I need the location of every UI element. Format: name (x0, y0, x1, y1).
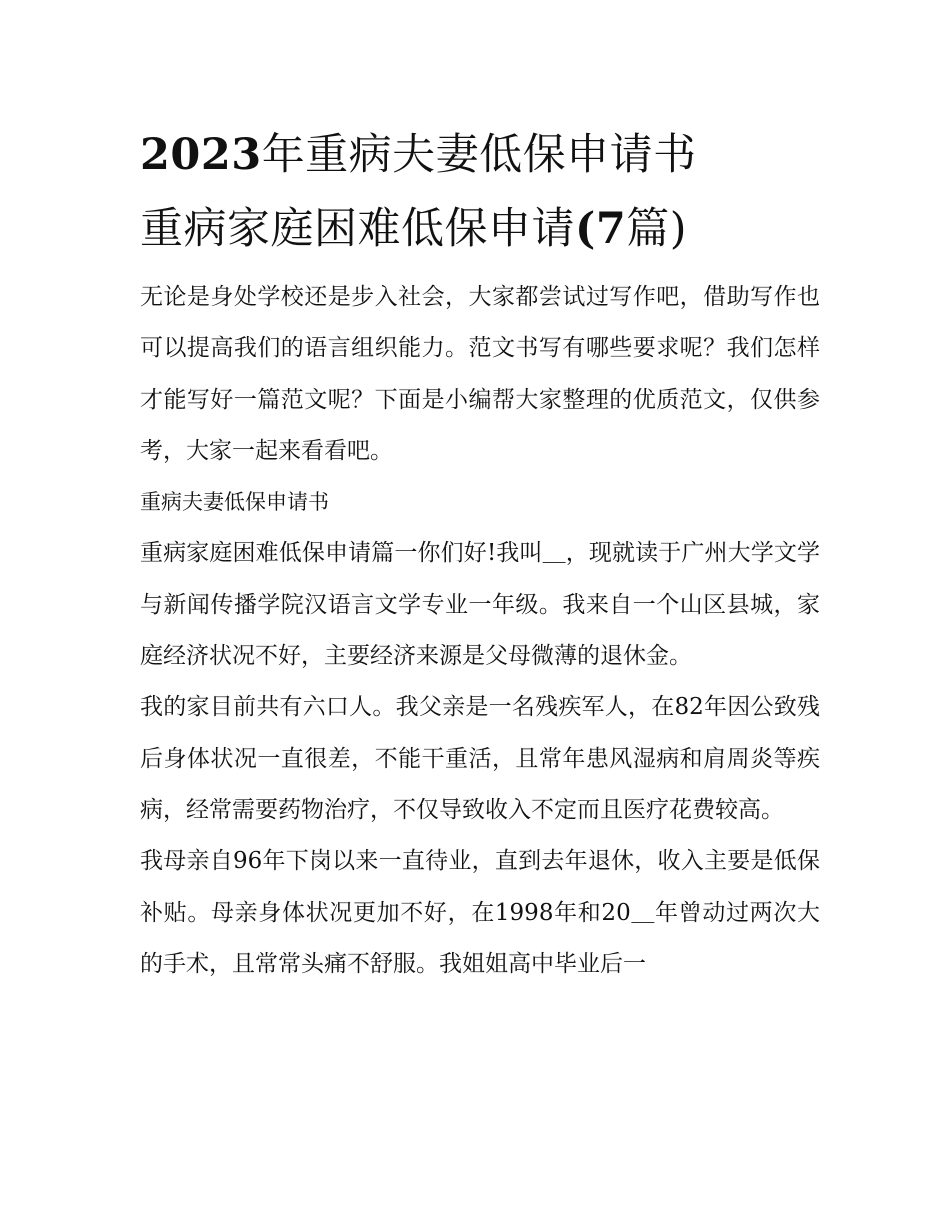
document-page (140, 118, 820, 990)
document-body (140, 272, 820, 990)
title-count: (7 (575, 204, 627, 254)
section-heading: 重病夫妻低保申请书 (140, 490, 329, 515)
title-line-2-text: 重病家庭困难低保申请 (140, 204, 575, 254)
title-line-2-tail: 篇) (626, 204, 688, 254)
body-paragraph: 我母亲自96年下岗以来一直待业，直到去年退休，收入主要是低保补贴。母亲身体状况更加不好，在1998年和20＿年曾动过两次大的手术，且常常头痛不舒服。我姐姐高中毕业后一 (140, 848, 820, 977)
document-title (140, 118, 820, 266)
title-line-1-text: 年重病夫妻低保申请书 (261, 130, 697, 180)
body-paragraph: 我的家目前共有六口人。我父亲是一名残疾军人，在82年因公致残后身体状况一直很差，不能干重活，且常年患风湿病和肩周炎等疾病，经常需要药物治疗，不仅导致收入不定而且医疗花费较高。 (140, 694, 820, 823)
body-paragraph: 重病家庭困难低保申请篇一你们好!我叫＿，现就读于广州大学文学与新闻传播学院汉语言文学专业一年级。我来自一个山区县城，家庭经济状况不好，主要经济来源是父母微薄的退休金。 (140, 540, 820, 670)
title-line-1 (140, 118, 820, 192)
intro-paragraph: 无论是身处学校还是步入社会，大家都尝试过写作吧，借助写作也可以提高我们的语言组织能力。范文书写有哪些要求呢？我们怎样才能写好一篇范文呢？下面是小编帮大家整理的优质范文，仅供参考，大家一起来看看吧。 (140, 284, 820, 464)
title-line-2 (140, 192, 820, 266)
title-year: 2023 (140, 130, 262, 180)
